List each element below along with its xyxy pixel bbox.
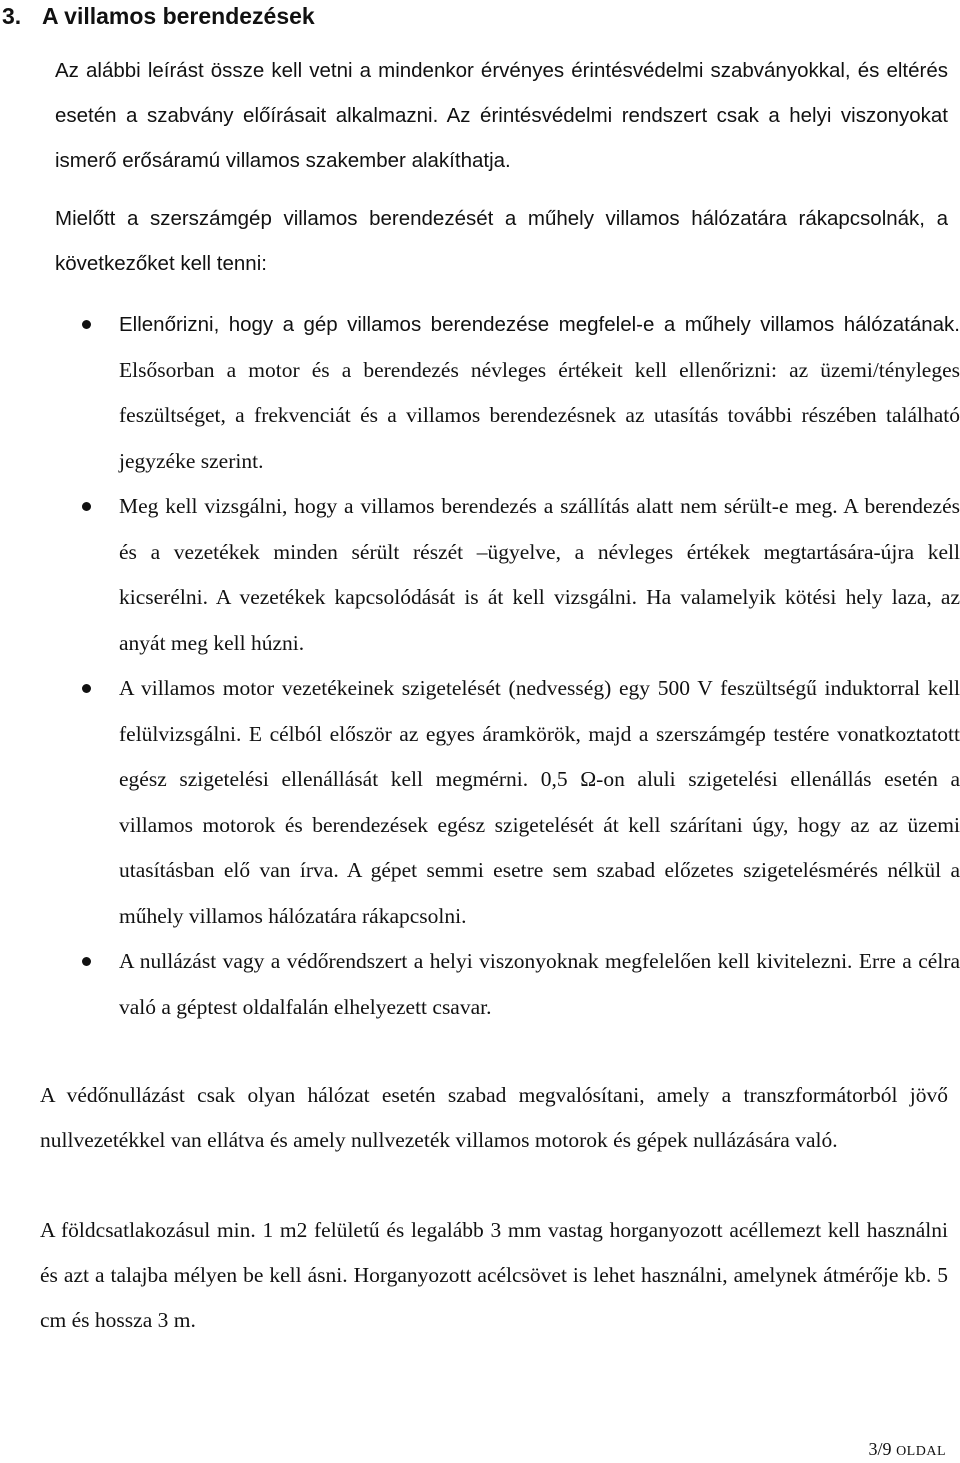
bullet-icon	[82, 957, 91, 966]
page-label: OLDAL	[896, 1444, 946, 1459]
list-item	[72, 939, 960, 1030]
zeroing-paragraph: A védőnullázást csak olyan hálózat esetén szabad megvalósítani, amely a transzformátorból jövő nullvezetékkel van ellátva és amely nullvezeték villamos motorok és gépek nullázására való.	[40, 1083, 948, 1152]
list-item-text: A nullázást vagy a védőrendszert a helyi viszonyoknak megfelelően kell kivitelezni. Erre a célra való a géptest oldalfalán elhelyezett csavar.	[119, 949, 960, 1019]
list-item	[72, 666, 960, 939]
list-item-text	[119, 302, 960, 484]
list-item	[72, 484, 960, 666]
list-item-text-sans: Ellenőrizni, hogy a gép villamos berendezése megfelel-e a műhely villamos hálózatának.	[119, 313, 960, 336]
section-number: 3.	[2, 3, 22, 29]
bullet-icon	[82, 684, 91, 693]
grounding-paragraph: A földcsatlakozásul min. 1 m2 felületű és legalább 3 mm vastag horganyozott acéllemezt kell használni és azt a talajba mélyen be kell ásni. Horganyozott acélcsövet is lehet használni, amelynek átmérője kb. 5 cm és hossza 3 m.	[40, 1218, 948, 1332]
list-item-text-serif: Elsősorban a motor és a berendezés névleges értékeit kell ellenőrizni: az üzemi/tényleges feszültséget, a frekvenciát és a villamos berendezésnek az utasítás további részében található jegyzéke szerint.	[119, 357, 960, 473]
list-item-text: Meg kell vizsgálni, hogy a villamos berendezés a szállítás alatt nem sérült-e meg. A berendezés és a vezetékek minden sérült részét –ügyelve, a névleges értékek megtartására-újra kell kicserélni. A vezetékek kapcsolódását is át kell vizsgálni. Ha valamelyik kötési hely laza, az anyát meg kell húzni.	[119, 494, 960, 655]
page-footer	[869, 1438, 946, 1463]
bullet-icon	[82, 502, 91, 511]
list-item-text: A villamos motor vezetékeinek szigetelését (nedvesség) egy 500 V feszültségű induktorral kell felülvizsgálni. E célból először az egyes áramkörök, majd a szerszámgép testére vonatkoztatott egész szigetelési ellenállását kell megmérni. 0,5 Ω-on aluli szigetelési ellenállás esetén a villamos motorok és berendezések egész szigetelését át kell szárítani úgy, hogy az az üzemi utasításban elő van írva. A gépet semmi esetre sem szabad előzetes szigetelésmérés nélkül a műhely villamos hálózatára rákapcsolni.	[119, 676, 960, 928]
list-item	[72, 302, 960, 484]
section-title: A villamos berendezések	[42, 3, 315, 29]
bullet-icon	[82, 320, 91, 329]
intro-paragraph: Az alábbi leírást össze kell vetni a mindenkor érvényes érintésvédelmi szabványokkal, és eltérés esetén a szabvány előírásait alkalmazni. Az érintésvédelmi rendszert csak a helyi viszonyokat ismerő erősáramú villamos szakember alakíthatja.	[55, 59, 948, 172]
before-connect-paragraph: Mielőtt a szerszámgép villamos berendezését a műhely villamos hálózatára rákapcsolnák, a következőket kell tenni:	[55, 207, 948, 275]
section-heading	[2, 1, 315, 31]
requirements-list	[72, 302, 960, 1030]
page-number: 3/9	[868, 1439, 892, 1459]
